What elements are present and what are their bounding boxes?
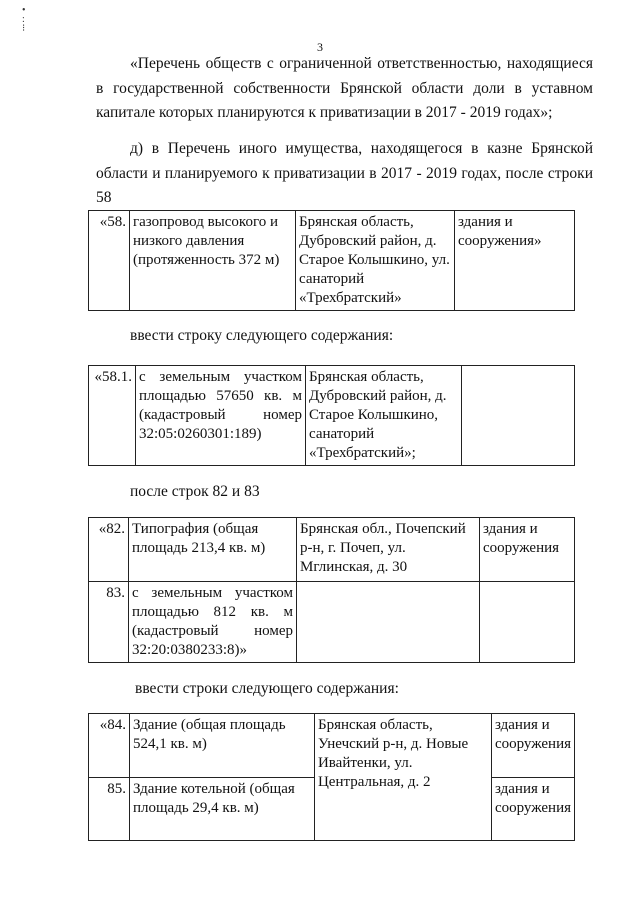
- property-name: с земельным участком площадью 812 кв. м (кадастровый номер 32:20:0380233:8)»: [129, 582, 297, 663]
- table-row: [89, 582, 575, 663]
- property-name: Здание котельной (общая площадь 29,4 кв. м): [129, 778, 314, 841]
- property-name: Здание (общая площадь 524,1 кв. м): [129, 714, 314, 778]
- lead-text-1: ввести строку следующего содержания:: [130, 327, 394, 344]
- table-row: [89, 211, 575, 311]
- property-address: Брянская обл., Почепский р-н, г. Почеп, ул. Мглинская, д. 30: [297, 518, 480, 582]
- lead-text-3: ввести строки следующего содержания:: [135, 680, 399, 697]
- margin-marks: • : ⁝: [22, 5, 26, 34]
- property-name: газопровод высокого и низкого давления (протяженность 372 м): [130, 211, 296, 311]
- property-type: здания и сооружения: [491, 714, 574, 778]
- property-address: [297, 582, 480, 663]
- row-number: 85.: [89, 778, 130, 841]
- property-type: [462, 366, 575, 466]
- row-number: «58.: [89, 211, 130, 311]
- page-number: 3: [317, 40, 323, 54]
- property-address: Брянская область, Дубровский район, д. Старое Колышкино, ул. санаторий «Трехбратский»: [296, 211, 455, 311]
- row-number: «82.: [89, 518, 129, 582]
- intro-paragraph-2: д) в Перечень иного имущества, находящегося в казне Брянской области и планируемого к приватизации в 2017 - 2019 годах, после строки 58: [96, 140, 593, 206]
- table-row: [89, 714, 575, 778]
- table-row-58: [88, 210, 575, 311]
- property-address: Брянская область, Унечский р-н, д. Новые Ивайтенки, ул. Центральная, д. 2: [314, 714, 491, 841]
- row-number: «84.: [89, 714, 130, 778]
- property-type: здания и сооружения: [480, 518, 575, 582]
- table-row: [89, 366, 575, 466]
- property-name: с земельным участком площадью 57650 кв. м (кадастровый номер 32:05:0260301:189): [136, 366, 306, 466]
- intro-paragraph-1: «Перечень обществ с ограниченной ответственностью, находящиеся в государственной собственности Брянской области доли в уставном капитале которых планируются к приватизации в 2017 - 2019 годах»;: [96, 55, 593, 121]
- lead-text-2: после строк 82 и 83: [130, 483, 260, 500]
- row-number: «58.1.: [89, 366, 136, 466]
- row-number: 83.: [89, 582, 129, 663]
- property-address: Брянская область, Дубровский район, д. Старое Колышкино, санаторий «Трехбратский»;: [306, 366, 462, 466]
- property-type: [480, 582, 575, 663]
- table-row-58-1: [88, 365, 575, 466]
- property-type: здания и сооружения: [491, 778, 574, 841]
- table-rows-82-83: [88, 517, 575, 663]
- table-row: [89, 518, 575, 582]
- property-name: Типография (общая площадь 213,4 кв. м): [129, 518, 297, 582]
- table-rows-84-85: [88, 713, 575, 841]
- property-type: здания и сооружения»: [455, 211, 575, 311]
